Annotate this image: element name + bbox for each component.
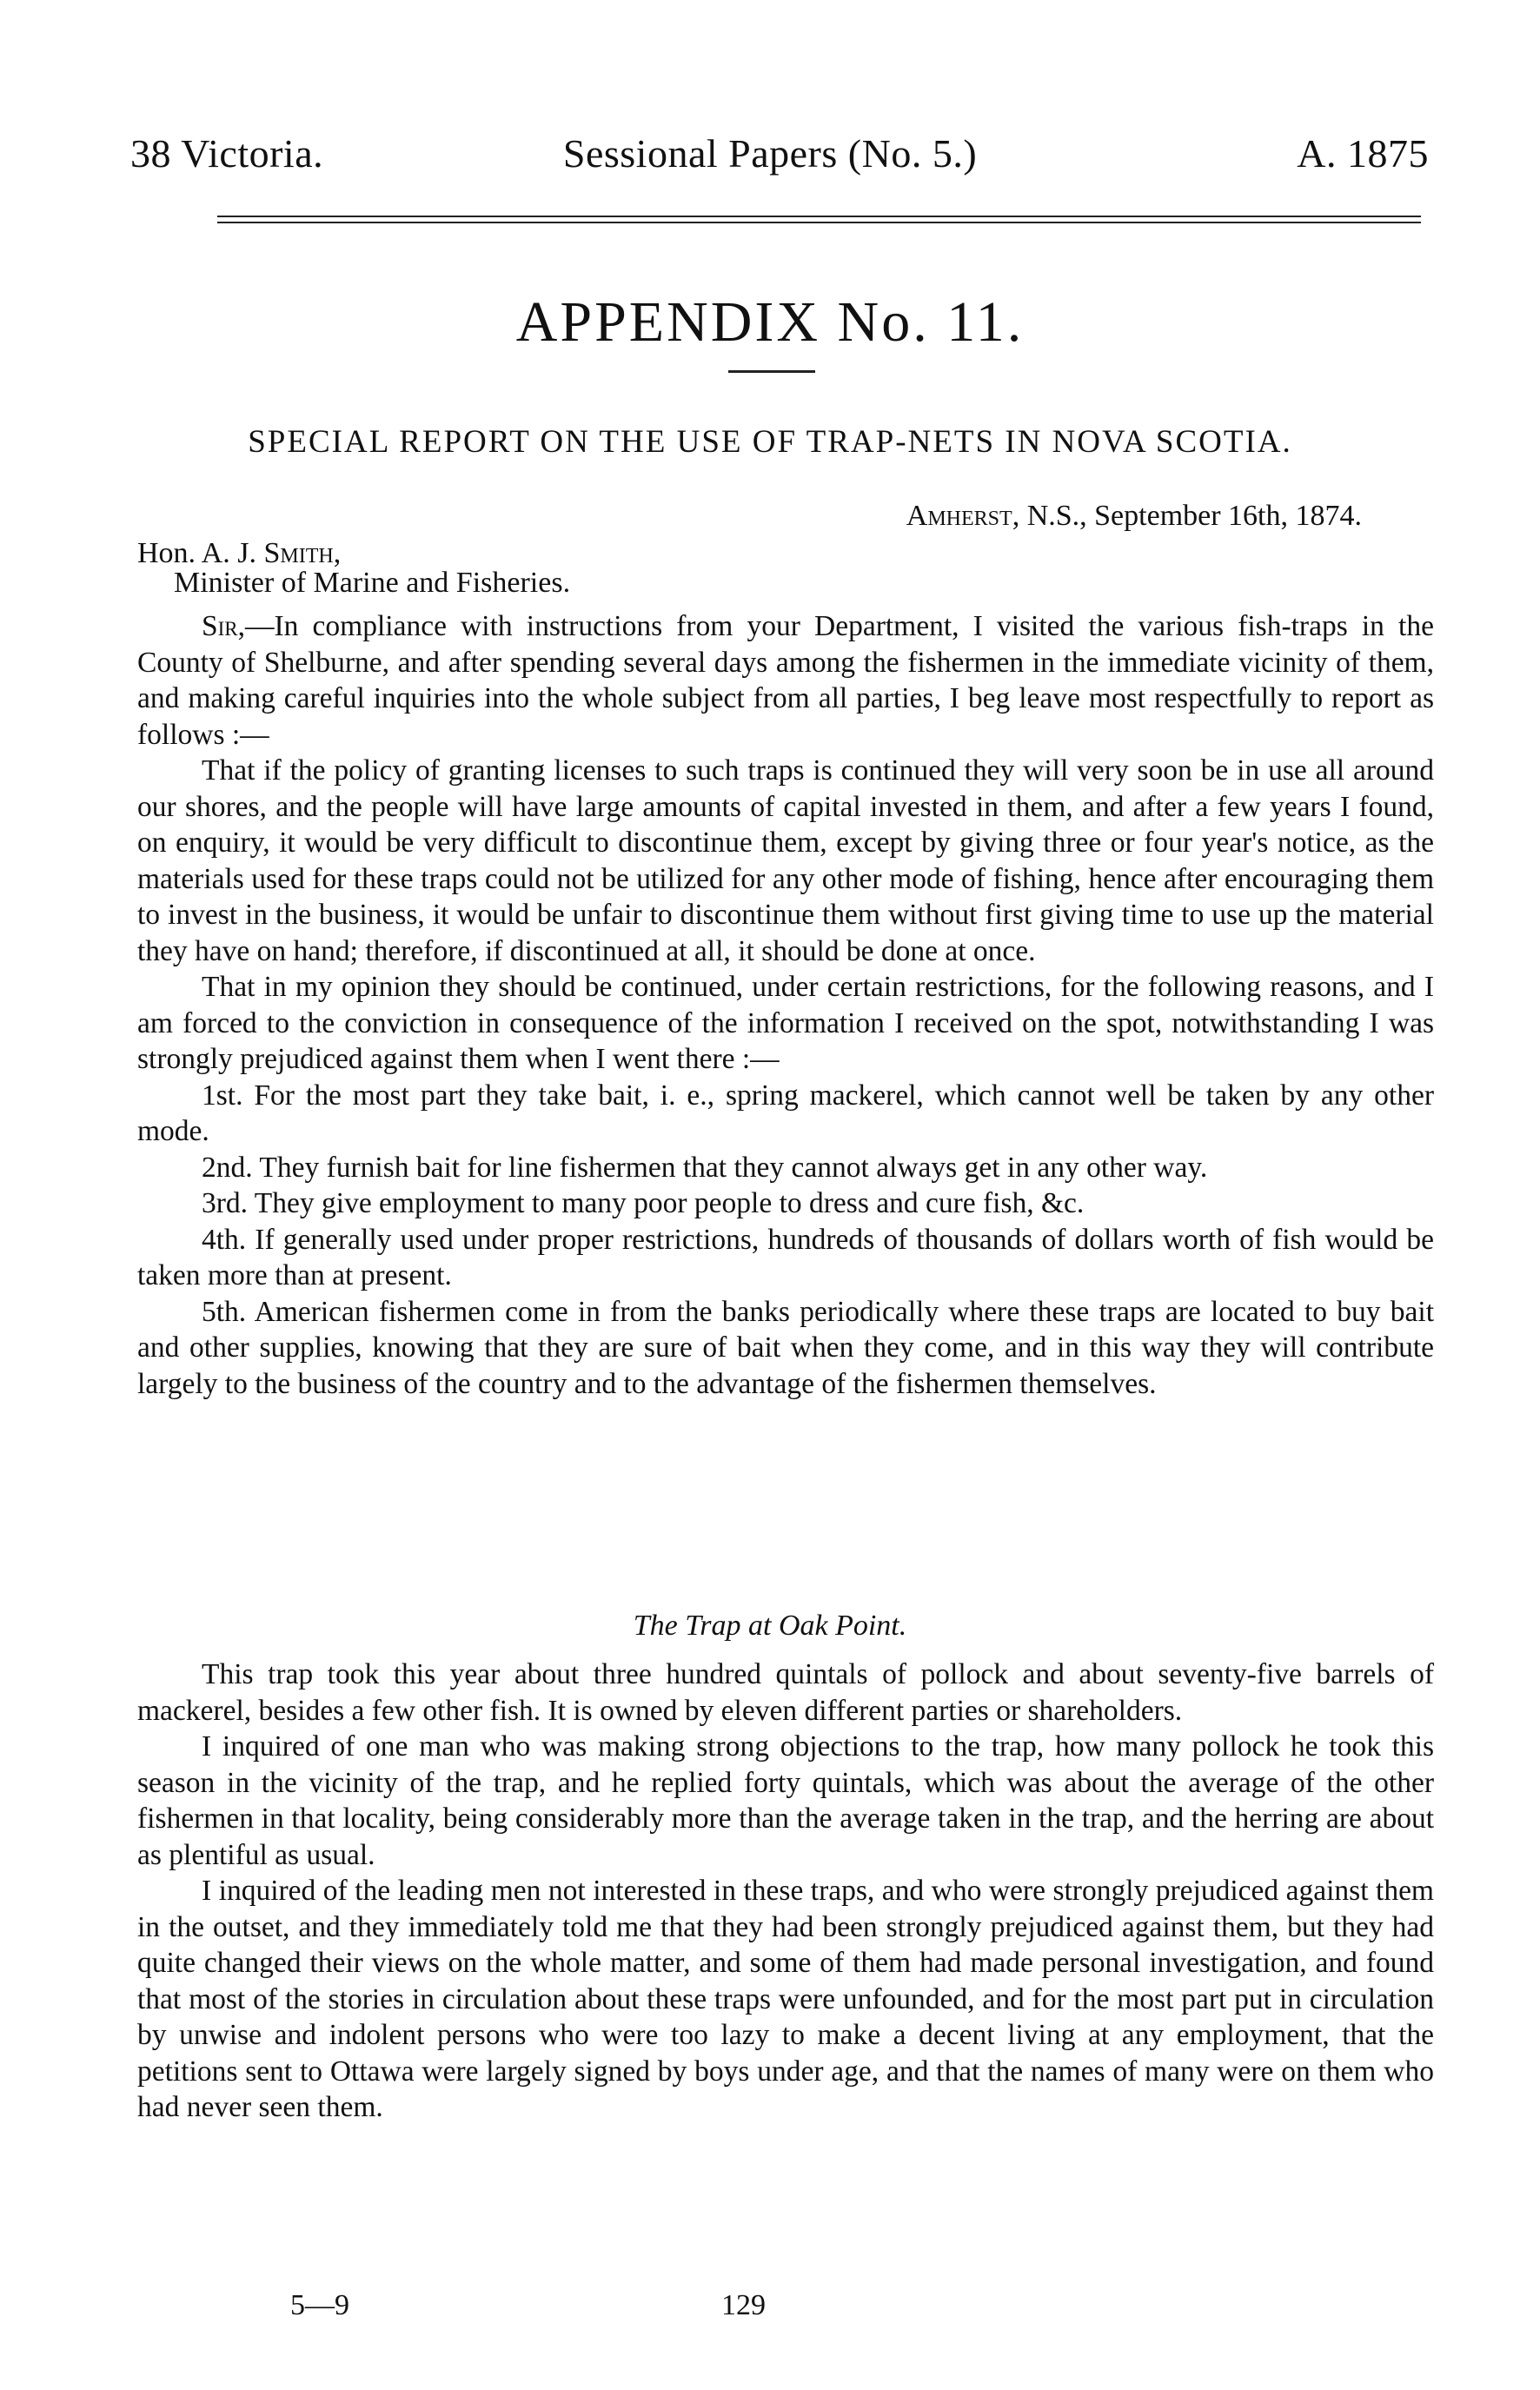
paragraph: That in my opinion they should be continued, under certain restrictions, for the following reasons, and I am forced to the conviction in consequence of the information I received on the spot, notwithstanding I was strongly prejudiced against them when I went there :— (137, 971, 1434, 1075)
addressee-title: Minister of Marine and Fisheries. (174, 567, 571, 599)
paragraph (137, 608, 1434, 753)
header-session: 38 Victoria. (130, 131, 324, 176)
paragraph: That if the policy of granting licenses to such traps is continued they will very soon be in use all around our shores, and the people will have large amounts of capital invested in them, and after a few years I found, on enquiry, it would be very difficult to discontinue them, except by giving three or four year's notice, as the materials used for these traps could not be utilized for any other mode of fishing, hence after encouraging them to invest in the business, it would be unfair to discontinue them without first giving time to use up the material they have on hand; therefore, if discontinued at all, it should be done at once. (137, 754, 1434, 967)
paragraph: I inquired of one man who was making strong objections to the trap, how many pollock he took this season in the vicinity of the trap, and he replied forty quintals, which was about the average of the other fishermen in that locality, being considerably more than the average taken in the trap, and the herring are about as plentiful as usual. (137, 1730, 1434, 1871)
reason-item: 2nd. They furnish bait for line fishermen that they cannot always get in any other way. (202, 1151, 1208, 1184)
salutation: Sir (202, 610, 238, 642)
section-body (137, 1656, 1434, 2126)
paragraph: This trap took this year about three hundred quintals of pollock and about seventy-five barrels of mackerel, besides a few other fish. It is owned by eleven different parties or shareholders. (137, 1658, 1434, 1727)
letter-addressee (137, 537, 341, 570)
header-rule-bottom (217, 222, 1421, 223)
letter-place: Amherst (906, 500, 1012, 532)
reason-item: 5th. American fishermen come in from the banks periodically where these traps are located to buy bait and other supplies, knowing that they are sure of bait when they come, and in this way they will contribute largely to the business of the country and to the advantage of the fishermen themselves. (137, 1295, 1434, 1400)
header-title: Sessional Papers (No. 5.) (562, 131, 978, 176)
section-heading: The Trap at Oak Point. (633, 1610, 907, 1642)
signature-mark: 5—9 (290, 2289, 349, 2321)
paragraph-text: ,—In compliance with instructions from your Department, I visited the various fish-traps in the County of Shelburne, and after spending several days among the fishermen in the immediate vicinity of them, and making careful inquiries into the whole subject from all parties, I beg leave most respectfully to report as follows :— (137, 610, 1434, 751)
appendix-title: APPENDIX No. 11. (515, 290, 1025, 354)
title-divider (728, 370, 815, 373)
addressee-prefix: Hon. A. J. (137, 537, 264, 569)
letter-body (137, 608, 1434, 1402)
reason-item: 1st. For the most part they take bait, i. e., spring mackerel, which cannot well be taken by any other mode. (137, 1079, 1434, 1147)
header-rule-top (217, 216, 1421, 217)
letter-date: , N.S., September 16th, 1874. (1012, 500, 1362, 532)
addressee-name: Smith (263, 537, 334, 569)
reason-item: 3rd. They give employment to many poor people to dress and cure fish, &c. (202, 1187, 1085, 1219)
report-title: SPECIAL REPORT ON THE USE OF TRAP-NETS IN NOVA SCOTIA. (248, 424, 1292, 460)
paragraph: I inquired of the leading men not interested in these traps, and who were strongly prejudiced against them in the outset, and they immediately told me that they had been strongly prejudiced against them, but they had quite changed their views on the whole matter, and some of them had made personal investigation, and found that most of the stories in circulation about these traps were unfounded, and for the most part put in circulation by unwise and indolent persons who were too lazy to make a decent living at any employment, that the petitions sent to Ottawa were largely signed by boys under age, and that the names of many were on them who had never seen them. (137, 1875, 1434, 2123)
letter-place-date (906, 500, 1362, 533)
page-number: 129 (721, 2289, 766, 2321)
reason-item: 4th. If generally used under proper restrictions, hundreds of thousands of dollars worth of fish would be taken more than at present. (137, 1223, 1434, 1291)
header-year: A. 1875 (1297, 131, 1429, 176)
addressee-suffix: , (333, 537, 342, 569)
